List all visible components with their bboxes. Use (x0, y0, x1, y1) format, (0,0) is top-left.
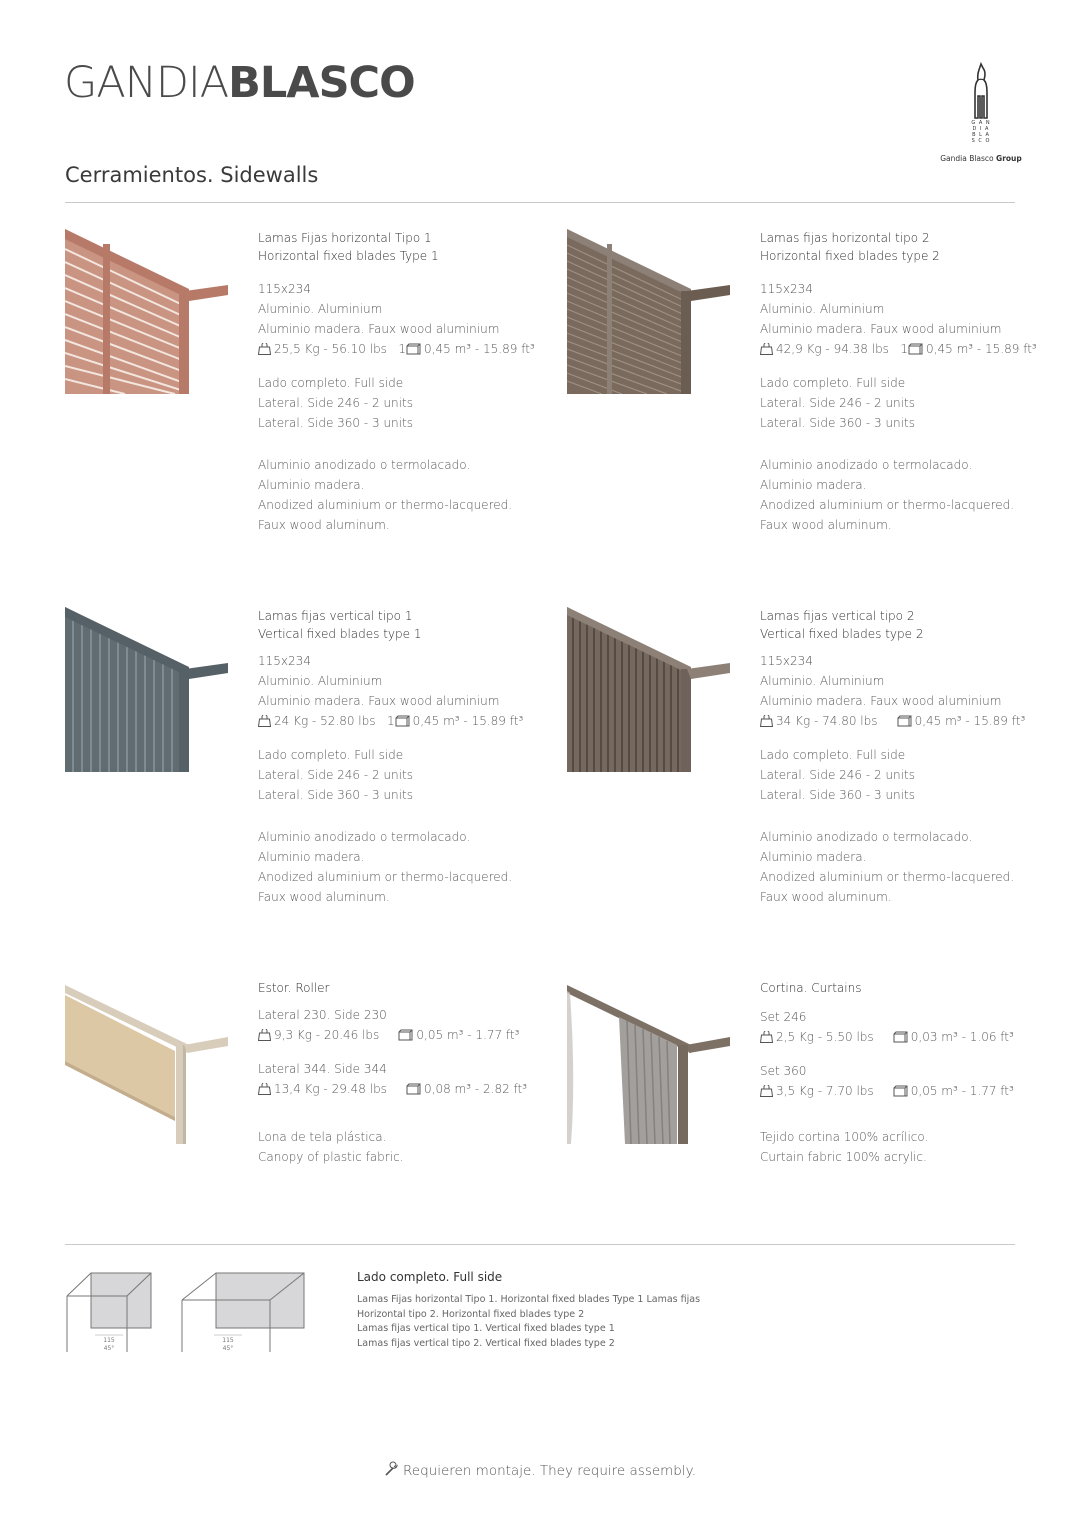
product-side-title: Lado completo. Full side (760, 376, 906, 390)
variant-2-title: Set 360 (760, 1064, 807, 1078)
product-info (258, 607, 558, 907)
product-material-1: Aluminio. Aluminium (258, 674, 383, 688)
product-desc-3: Anodized aluminium or thermo-lacquered. (760, 498, 1015, 512)
product-shipping (760, 711, 1060, 731)
product-shipping (760, 339, 1060, 359)
product-name-en: Vertical fixed blades type 2 (760, 627, 924, 641)
product-name-es: Lamas fijas horizontal tipo 2 (760, 231, 930, 245)
weight-icon (258, 343, 271, 355)
variant-1-shipping (258, 1025, 558, 1045)
group-logo-caption-regular: Gandia Blasco (940, 154, 994, 163)
brand-logo-bold: BLASCO (228, 58, 415, 108)
product-material-2: Aluminio madera. Faux wood aluminium (760, 322, 1002, 336)
product-volume: 0,45 m³ - 15.89 ft³ (926, 342, 1037, 356)
product-side-2: Lateral. Side 360 - 3 units (760, 416, 915, 430)
box-icon (406, 1083, 421, 1095)
product-desc-3: Anodized aluminium or thermo-lacquered. (760, 870, 1015, 884)
product-side-title: Lado completo. Full side (760, 748, 906, 762)
diagram-label-width: 115 (103, 1337, 115, 1344)
product-name-en: Horizontal fixed blades Type 1 (258, 249, 439, 263)
variant-1-volume: 0,03 m³ - 1.06 ft³ (910, 1030, 1014, 1044)
full-side-line-3: Lamas fijas vertical tipo 1. Vertical fixed blades type 1 (357, 1323, 615, 1334)
group-logo-caption-bold: Group (996, 154, 1022, 163)
product-desc-2: Aluminio madera. (760, 478, 867, 492)
assembly-note (0, 1461, 1080, 1479)
product-weight: 34 Kg - 74.80 lbs (776, 714, 878, 728)
box-icon (395, 715, 410, 727)
product-desc-1: Tejido cortina 100% acrílico. (760, 1130, 929, 1144)
weight-icon (258, 1029, 271, 1041)
full-side-line-1: Lamas Fijas horizontal Tipo 1. Horizontal fixed blades Type 1 Lamas fijas (357, 1294, 701, 1305)
product-size: 115x234 (258, 654, 311, 668)
weight-icon (258, 1083, 271, 1095)
box-icon (893, 1085, 908, 1097)
variant-2-weight: 3,5 Kg - 7.70 lbs (776, 1084, 874, 1098)
product-size: 115x234 (258, 282, 311, 296)
product-desc-2: Aluminio madera. (258, 478, 365, 492)
product-material-2: Aluminio madera. Faux wood aluminium (258, 694, 500, 708)
product-volume: 0,45 m³ - 15.89 ft³ (914, 714, 1026, 728)
assembly-note-text: Requieren montaje. They require assembly. (403, 1463, 696, 1479)
diagram-label-width: 115 (222, 1337, 234, 1344)
product-name-es: Lamas fijas vertical tipo 1 (258, 609, 413, 623)
product-size: 115x234 (760, 654, 813, 668)
full-side-diagram-246 (65, 1270, 165, 1360)
group-logo-caption (939, 154, 1023, 163)
group-logo-letters-4: S C O (971, 138, 991, 144)
box-icon (398, 1029, 413, 1041)
product-side-1: Lateral. Side 246 - 2 units (258, 768, 413, 782)
product-side-title: Lado completo. Full side (258, 376, 404, 390)
weight-icon (760, 343, 773, 355)
group-logo-letters-3: B L A (972, 132, 990, 138)
box-icon (908, 343, 923, 355)
product-weight: 25,5 Kg - 56.10 lbs (274, 342, 387, 356)
product-desc-2: Canopy of plastic fabric. (258, 1150, 404, 1164)
product-side-1: Lateral. Side 246 - 2 units (258, 396, 413, 410)
product-horizontal-type1 (65, 229, 565, 559)
roller-image (65, 979, 235, 1144)
product-desc-4: Faux wood aluminum. (258, 890, 390, 904)
product-desc-1: Aluminio anodizado o termolacado. (760, 458, 973, 472)
product-side-1: Lateral. Side 246 - 2 units (760, 768, 915, 782)
product-material-1: Aluminio. Aluminium (258, 302, 383, 316)
product-horizontal-type2 (567, 229, 1067, 559)
cat-emblem-icon (966, 62, 996, 120)
box-icon (897, 715, 912, 727)
product-side-1: Lateral. Side 246 - 2 units (760, 396, 915, 410)
product-side-2: Lateral. Side 360 - 3 units (258, 788, 413, 802)
product-weight: 24 Kg - 52.80 lbs (274, 714, 376, 728)
product-side-2: Lateral. Side 360 - 3 units (760, 788, 915, 802)
weight-icon (760, 715, 773, 727)
variant-2-title: Lateral 344. Side 344 (258, 1062, 387, 1076)
page-title: Cerramientos. Sidewalls (65, 163, 319, 187)
product-name: Cortina. Curtains (760, 981, 862, 995)
vertical-blades-type2-image (567, 607, 737, 772)
product-desc-1: Aluminio anodizado o termolacado. (258, 830, 471, 844)
brand-logo (64, 58, 415, 108)
product-desc-4: Faux wood aluminum. (258, 518, 390, 532)
product-side-2: Lateral. Side 360 - 3 units (258, 416, 413, 430)
diagram-label-angle: 45° (222, 1345, 234, 1352)
box-icon (406, 343, 421, 355)
full-side-line-2: Horizontal tipo 2. Horizontal fixed blades type 2 (357, 1308, 585, 1320)
full-side-info (357, 1270, 757, 1351)
full-side-diagrams (65, 1270, 335, 1360)
horizontal-blades-type2-image (567, 229, 737, 394)
product-roller (65, 979, 565, 1309)
product-side-title: Lado completo. Full side (258, 748, 404, 762)
product-vertical-type2 (567, 607, 1067, 937)
footer-divider (65, 1244, 1015, 1245)
variant-1-title: Set 246 (760, 1010, 807, 1024)
product-desc-2: Aluminio madera. (760, 850, 867, 864)
weight-icon (760, 1031, 773, 1043)
product-info (760, 607, 1060, 907)
product-curtains (567, 979, 1067, 1309)
product-desc-1: Lona de tela plástica. (258, 1130, 387, 1144)
variant-1-shipping (760, 1027, 1060, 1047)
full-side-title: Lado completo. Full side (357, 1270, 503, 1284)
product-info (258, 229, 558, 535)
product-boxes: 1 (386, 714, 395, 728)
product-weight: 42,9 Kg - 94.38 lbs (776, 342, 889, 356)
product-material-2: Aluminio madera. Faux wood aluminium (258, 322, 500, 336)
product-desc-2: Curtain fabric 100% acrylic. (760, 1150, 927, 1164)
variant-2-shipping (258, 1079, 558, 1099)
group-logo (940, 62, 1022, 168)
full-side-line-4: Lamas fijas vertical tipo 2. Vertical fixed blades type 2 (357, 1337, 615, 1349)
product-shipping (258, 339, 558, 359)
product-desc-2: Aluminio madera. (258, 850, 365, 864)
variant-2-volume: 0,05 m³ - 1.77 ft³ (910, 1084, 1014, 1098)
product-boxes: 1 (398, 342, 407, 356)
wrench-icon (384, 1461, 400, 1477)
product-name-en: Horizontal fixed blades type 2 (760, 249, 940, 263)
product-size: 115x234 (760, 282, 813, 296)
product-material-2: Aluminio madera. Faux wood aluminium (760, 694, 1002, 708)
curtain-image (567, 979, 737, 1144)
weight-icon (760, 1085, 773, 1097)
box-icon (893, 1031, 908, 1043)
product-desc-3: Anodized aluminium or thermo-lacquered. (258, 498, 513, 512)
vertical-blades-type1-image (65, 607, 235, 772)
variant-1-weight: 9,3 Kg - 20.46 lbs (274, 1028, 380, 1042)
product-material-1: Aluminio. Aluminium (760, 302, 885, 316)
product-info (258, 979, 558, 1167)
variant-2-weight: 13,4 Kg - 29.48 lbs (274, 1082, 387, 1096)
product-desc-4: Faux wood aluminum. (760, 518, 892, 532)
group-logo-letters-1: G A N (971, 120, 991, 126)
variant-1-title: Lateral 230. Side 230 (258, 1008, 387, 1022)
product-vertical-type1 (65, 607, 565, 937)
weight-icon (258, 715, 271, 727)
product-name-en: Vertical fixed blades type 1 (258, 627, 422, 641)
product-shipping (258, 711, 558, 731)
diagram-label-angle: 45° (103, 1345, 115, 1352)
variant-1-weight: 2,5 Kg - 5.50 lbs (776, 1030, 874, 1044)
product-name-es: Lamas fijas vertical tipo 2 (760, 609, 915, 623)
product-material-1: Aluminio. Aluminium (760, 674, 885, 688)
product-info (760, 979, 1060, 1167)
horizontal-blades-type1-image (65, 229, 235, 394)
variant-2-volume: 0,08 m³ - 2.82 ft³ (424, 1082, 528, 1096)
brand-logo-light: GANDIA (64, 58, 229, 108)
product-desc-3: Anodized aluminium or thermo-lacquered. (258, 870, 513, 884)
product-desc-1: Aluminio anodizado o termolacado. (258, 458, 471, 472)
full-side-diagram-360 (180, 1270, 310, 1360)
group-logo-letters-2: D I A (972, 126, 990, 132)
product-name: Estor. Roller (258, 981, 330, 995)
variant-1-volume: 0,05 m³ - 1.77 ft³ (416, 1028, 520, 1042)
product-name-es: Lamas Fijas horizontal Tipo 1 (258, 231, 432, 245)
variant-2-shipping (760, 1081, 1060, 1101)
product-volume: 0,45 m³ - 15.89 ft³ (424, 342, 535, 356)
group-logo-letters (945, 120, 1017, 144)
product-desc-4: Faux wood aluminum. (760, 890, 892, 904)
product-info (760, 229, 1060, 535)
header-divider (65, 202, 1015, 203)
product-boxes: 1 (900, 342, 909, 356)
product-volume: 0,45 m³ - 15.89 ft³ (412, 714, 524, 728)
product-desc-1: Aluminio anodizado o termolacado. (760, 830, 973, 844)
